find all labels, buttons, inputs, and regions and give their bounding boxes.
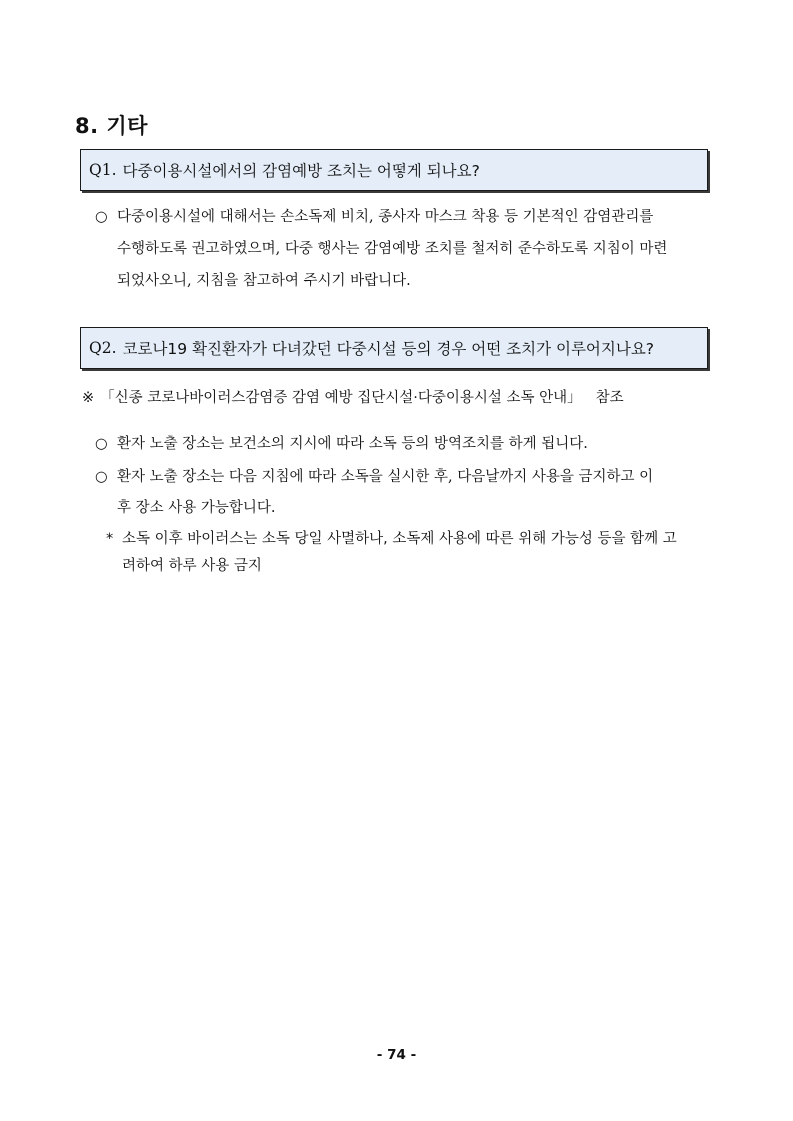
question-number: Q1.: [89, 161, 117, 179]
question-box-q1: [80, 149, 708, 191]
question-text: 코로나19 확진환자가 다녀갔던 다중시설 등의 경우 어떤 조치가 이루어지나요?: [122, 340, 655, 358]
reference-note: [82, 386, 624, 407]
answer-paragraph: [95, 432, 715, 453]
reference-tail: 참조: [595, 390, 624, 406]
circle-bullet-icon: ○: [95, 436, 108, 452]
footnote-line: 려하여 하루 사용 금지: [122, 558, 262, 574]
section-title: 8. 기타: [75, 114, 148, 138]
answer-paragraph: [95, 205, 715, 226]
reference-mark-icon: ※: [82, 390, 95, 406]
question-box-q2: [80, 327, 708, 369]
answer-line: 되었사오니, 지침을 참고하여 주시기 바랍니다.: [117, 273, 411, 289]
answer-line: 후 장소 사용 가능합니다.: [117, 500, 276, 516]
answer-line: 환자 노출 장소는 보건소의 지시에 따라 소독 등의 방역조치를 하게 됩니다.: [117, 436, 588, 452]
answer-line: 수행하도록 권고하였으며, 다중 행사는 감염예방 조치를 철저히 준수하도록 지침이 마련: [117, 241, 668, 257]
question-text: 다중이용시설에서의 감염예방 조치는 어떻게 되나요?: [122, 162, 480, 180]
answer-line: 다중이용시설에 대해서는 손소독제 비치, 종사자 마스크 착용 등 기본적인 감염관리를: [117, 209, 654, 225]
answer-paragraph: [95, 465, 715, 486]
answer-line: 환자 노출 장소는 다음 지침에 따라 소독을 실시한 후, 다음날까지 사용을 금지하고 이: [117, 469, 654, 485]
question-number: Q2.: [89, 339, 117, 357]
circle-bullet-icon: ○: [95, 209, 108, 225]
footnote-line: 소독 이후 바이러스는 소독 당일 사멸하나, 소독제 사용에 따른 위해 가능성 등을 함께 고: [122, 531, 677, 547]
footnote: [106, 527, 677, 548]
asterisk-icon: *: [106, 531, 114, 547]
page-number: - 74 -: [376, 1047, 417, 1063]
reference-title: 「신종 코로나바이러스감염증 감염 예방 집단시설·다중이용시설 소독 안내」: [100, 390, 582, 406]
circle-bullet-icon: ○: [95, 469, 108, 485]
